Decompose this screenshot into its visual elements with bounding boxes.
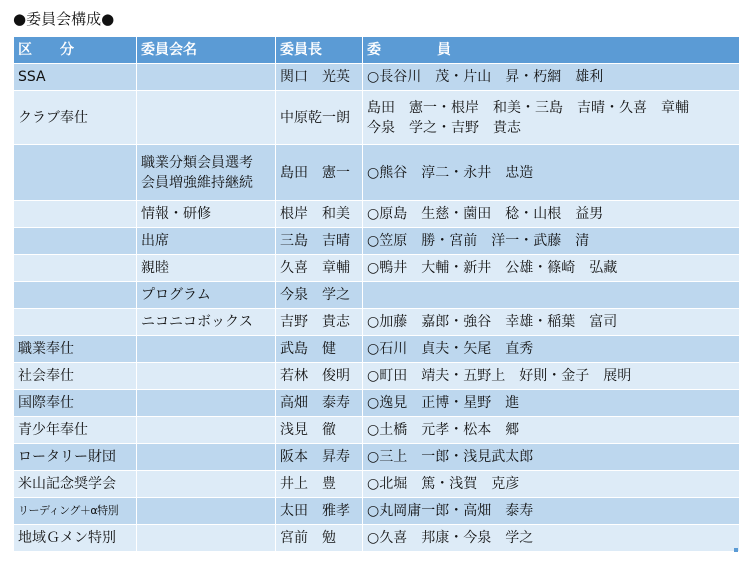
members-cell: 島田 憲一・根岸 和美・三島 吉晴・久喜 章輔 今泉 学之・吉野 貴志 — [363, 91, 740, 145]
chair-cell: 中原乾一朗 — [276, 91, 363, 145]
category-cell: クラブ奉仕 — [14, 91, 137, 145]
committee-cell: 親睦 — [137, 255, 276, 282]
chair-cell: 宮前 勉 — [276, 525, 363, 552]
members-cell: ○町田 靖夫・五野上 好則・金子 展明 — [363, 363, 740, 390]
chair-cell: 浅見 徹 — [276, 417, 363, 444]
category-cell: 社会奉仕 — [14, 363, 137, 390]
category-cell: SSA — [14, 64, 137, 91]
table-row — [14, 309, 740, 336]
column-header-committee: 委員会名 — [137, 37, 276, 64]
members-cell: ○鴨井 大輔・新井 公雄・篠崎 弘藏 — [363, 255, 740, 282]
table-row — [14, 145, 740, 201]
category-cell: 地域Ｇメン特別 — [14, 525, 137, 552]
committee-cell: プログラム — [137, 282, 276, 309]
table-row — [14, 417, 740, 444]
category-cell: ロータリー財団 — [14, 444, 137, 471]
committee-cell — [137, 498, 276, 525]
category-cell — [14, 282, 137, 309]
committee-cell — [137, 390, 276, 417]
table-header-row — [14, 37, 740, 64]
chair-cell: 関口 光英 — [276, 64, 363, 91]
table-row — [14, 282, 740, 309]
column-header-chair: 委員長 — [276, 37, 363, 64]
members-cell: ○笠原 勝・宮前 洋一・武藤 清 — [363, 228, 740, 255]
chair-cell: 阪本 昇寿 — [276, 444, 363, 471]
table-row — [14, 64, 740, 91]
committee-cell: 職業分類会員選考 会員増強維持継続 — [137, 145, 276, 201]
committee-cell — [137, 64, 276, 91]
members-cell: ○北堀 篤・浅賀 克彦 — [363, 471, 740, 498]
members-cell: ○熊谷 淳二・永井 忠造 — [363, 145, 740, 201]
category-cell: 青少年奉仕 — [14, 417, 137, 444]
category-cell — [14, 309, 137, 336]
committee-cell — [137, 417, 276, 444]
resize-handle[interactable] — [734, 548, 738, 552]
members-cell: ○石川 貞夫・矢尾 直秀 — [363, 336, 740, 363]
committee-cell — [137, 471, 276, 498]
chair-cell: 久喜 章輔 — [276, 255, 363, 282]
table-row — [14, 336, 740, 363]
members-cell: ○丸岡庸一郎・高畑 泰寿 — [363, 498, 740, 525]
chair-cell: 武島 健 — [276, 336, 363, 363]
committee-cell — [137, 444, 276, 471]
members-cell: ○逸見 正博・星野 進 — [363, 390, 740, 417]
members-cell: ○原島 生慈・薗田 稔・山根 益男 — [363, 201, 740, 228]
committee-table — [13, 36, 740, 552]
committee-cell: ニコニコボックス — [137, 309, 276, 336]
table-row — [14, 201, 740, 228]
committee-cell — [137, 91, 276, 145]
chair-cell: 島田 憲一 — [276, 145, 363, 201]
committee-cell — [137, 525, 276, 552]
chair-cell: 若林 俊明 — [276, 363, 363, 390]
column-header-category: 区 分 — [14, 37, 137, 64]
table-row — [14, 228, 740, 255]
members-cell: ○久喜 邦康・今泉 学之 — [363, 525, 740, 552]
chair-cell: 三島 吉晴 — [276, 228, 363, 255]
members-cell: ○加藤 嘉郎・強谷 幸雄・稲葉 富司 — [363, 309, 740, 336]
category-cell: 職業奉仕 — [14, 336, 137, 363]
chair-cell: 井上 豊 — [276, 471, 363, 498]
category-cell: リーディング＋α特別 — [14, 498, 137, 525]
chair-cell: 高畑 泰寿 — [276, 390, 363, 417]
committee-cell: 出席 — [137, 228, 276, 255]
category-cell — [14, 201, 137, 228]
category-cell: 米山記念奨学会 — [14, 471, 137, 498]
category-cell — [14, 255, 137, 282]
members-cell: ○土橋 元孝・松本 郷 — [363, 417, 740, 444]
committee-cell — [137, 336, 276, 363]
table-row — [14, 444, 740, 471]
table-row — [14, 471, 740, 498]
committee-cell: 情報・研修 — [137, 201, 276, 228]
chair-cell: 太田 雅孝 — [276, 498, 363, 525]
members-cell: ○長谷川 茂・片山 昇・朽網 雄利 — [363, 64, 740, 91]
chair-cell: 根岸 和美 — [276, 201, 363, 228]
members-cell — [363, 282, 740, 309]
chair-cell: 吉野 貴志 — [276, 309, 363, 336]
chair-cell: 今泉 学之 — [276, 282, 363, 309]
category-cell — [14, 228, 137, 255]
members-cell: ○三上 一郎・浅見武太郎 — [363, 444, 740, 471]
table-row — [14, 363, 740, 390]
table-row — [14, 498, 740, 525]
committee-cell — [137, 363, 276, 390]
page-title: ●委員会構成● — [13, 10, 115, 28]
table-row — [14, 255, 740, 282]
column-header-members: 委 員 — [363, 37, 740, 64]
table-row — [14, 390, 740, 417]
category-cell — [14, 145, 137, 201]
table-row — [14, 525, 740, 552]
category-cell: 国際奉仕 — [14, 390, 137, 417]
table-row — [14, 91, 740, 145]
